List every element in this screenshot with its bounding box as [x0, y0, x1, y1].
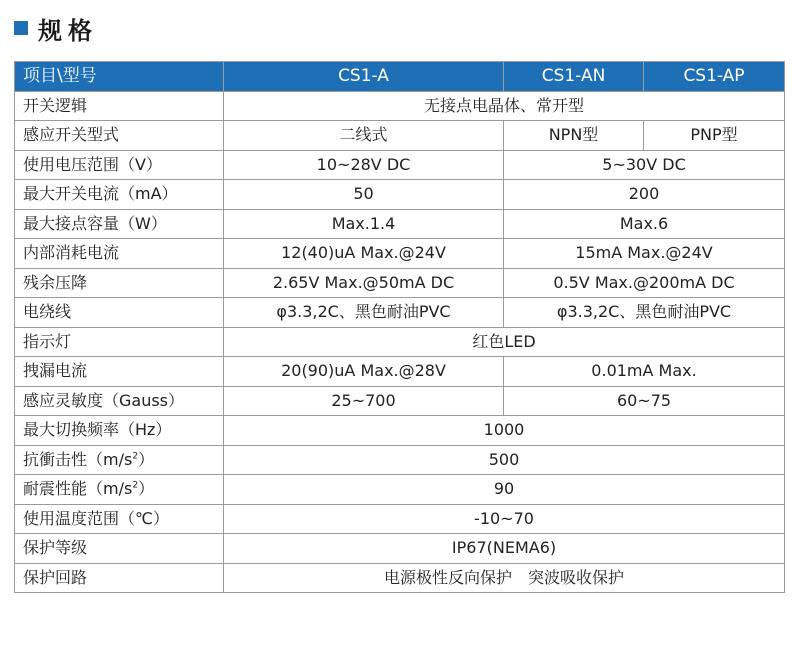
row-label-text: 抗衝击性（m/s — [23, 449, 133, 469]
table-row — [15, 563, 785, 593]
table-row — [15, 504, 785, 534]
row-value: 电源极性反向保护 突波吸收保护 — [224, 563, 785, 593]
row-value-cs1-a: Max.1.4 — [224, 209, 504, 239]
row-value-cs1-an-ap: 15mA Max.@24V — [504, 239, 785, 269]
row-value-cs1-an-ap: 0.01mA Max. — [504, 357, 785, 387]
row-label-text: 耐震性能（m/s — [23, 479, 133, 499]
row-value-cs1-a: 2.65V Max.@50mA DC — [224, 268, 504, 298]
row-label: 内部消耗电流 — [15, 239, 224, 269]
row-value-cs1-an-ap: 5~30V DC — [504, 150, 785, 180]
row-value: 500 — [224, 445, 785, 475]
row-value-cs1-an-ap: 0.5V Max.@200mA DC — [504, 268, 785, 298]
row-label: 最大开关电流（mA） — [15, 180, 224, 210]
row-label: 保护等级 — [15, 534, 224, 564]
row-value: 1000 — [224, 416, 785, 446]
table-row — [15, 475, 785, 505]
table-row — [15, 386, 785, 416]
section-heading — [14, 10, 98, 46]
table-row — [15, 91, 785, 121]
table-row — [15, 327, 785, 357]
row-value: 红色LED — [224, 327, 785, 357]
section-title: 规格 — [38, 16, 98, 45]
row-label: 电绕线 — [15, 298, 224, 328]
table-row — [15, 357, 785, 387]
table-row — [15, 150, 785, 180]
row-value-cs1-a: 12(40)uA Max.@24V — [224, 239, 504, 269]
header-item-model: 项目\型号 — [15, 62, 224, 92]
row-value-cs1-an-ap: φ3.3,2C、黑色耐油PVC — [504, 298, 785, 328]
table-row — [15, 534, 785, 564]
row-value-cs1-an: NPN型 — [504, 121, 644, 151]
row-label: 使用温度范围（℃） — [15, 504, 224, 534]
row-label: 残余压降 — [15, 268, 224, 298]
row-value-cs1-a: 10~28V DC — [224, 150, 504, 180]
table-header-row — [15, 62, 785, 92]
superscript-two: 2 — [132, 480, 139, 491]
row-label: 感应灵敏度（Gauss） — [15, 386, 224, 416]
table-row — [15, 268, 785, 298]
row-label: 指示灯 — [15, 327, 224, 357]
table-row — [15, 416, 785, 446]
row-label-close: ） — [138, 479, 155, 499]
row-label — [15, 445, 224, 475]
row-label — [15, 475, 224, 505]
table-row — [15, 180, 785, 210]
row-value-cs1-ap: PNP型 — [644, 121, 785, 151]
row-value-cs1-a: 25~700 — [224, 386, 504, 416]
row-value: 无接点电晶体、常开型 — [224, 91, 785, 121]
header-cs1-an: CS1-AN — [504, 62, 644, 92]
row-value: 90 — [224, 475, 785, 505]
row-value: IP67(NEMA6) — [224, 534, 785, 564]
row-value: -10~70 — [224, 504, 785, 534]
table-row — [15, 298, 785, 328]
row-value-cs1-a: φ3.3,2C、黑色耐油PVC — [224, 298, 504, 328]
table-row — [15, 121, 785, 151]
row-label: 最大切换频率（Hz） — [15, 416, 224, 446]
square-bullet-icon — [14, 21, 28, 35]
header-cs1-a: CS1-A — [224, 62, 504, 92]
row-label: 开关逻辑 — [15, 91, 224, 121]
row-label: 最大接点容量（W） — [15, 209, 224, 239]
row-value-cs1-a: 50 — [224, 180, 504, 210]
header-cs1-ap: CS1-AP — [644, 62, 785, 92]
row-value-cs1-a: 20(90)uA Max.@28V — [224, 357, 504, 387]
row-value-cs1-a: 二线式 — [224, 121, 504, 151]
row-value-cs1-an-ap: 200 — [504, 180, 785, 210]
row-value-cs1-an-ap: 60~75 — [504, 386, 785, 416]
row-label: 拽漏电流 — [15, 357, 224, 387]
row-label: 感应开关型式 — [15, 121, 224, 151]
row-label: 使用电压范围（V） — [15, 150, 224, 180]
table-row — [15, 209, 785, 239]
table-row — [15, 239, 785, 269]
row-label-close: ） — [138, 449, 155, 469]
row-label: 保护回路 — [15, 563, 224, 593]
row-value-cs1-an-ap: Max.6 — [504, 209, 785, 239]
superscript-two: 2 — [132, 451, 139, 462]
table-row — [15, 445, 785, 475]
spec-table — [14, 61, 785, 593]
